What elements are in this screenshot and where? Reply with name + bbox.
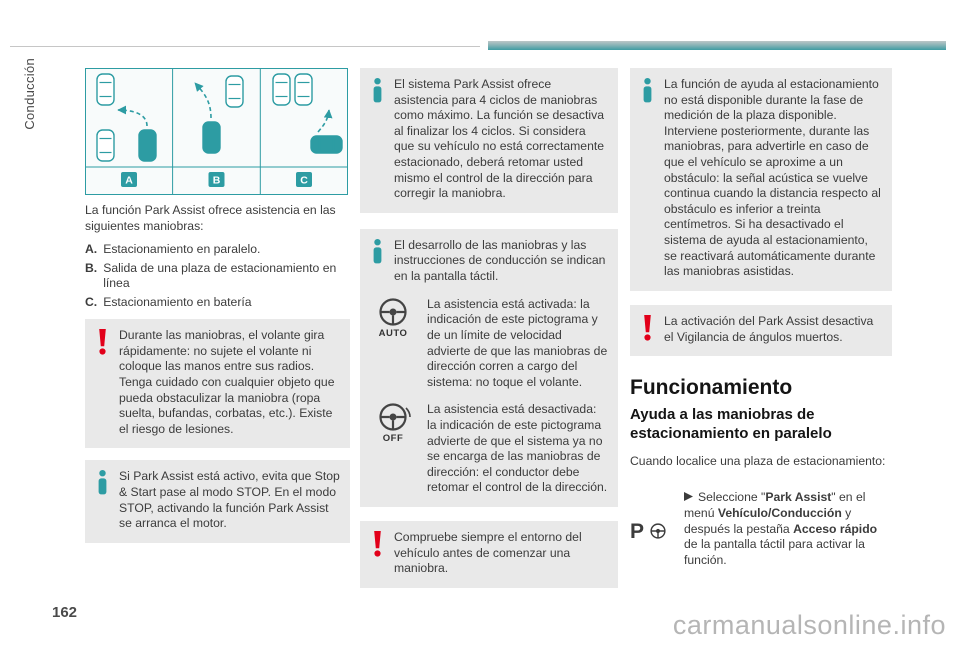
info-block-stop-start	[85, 460, 350, 542]
list-item	[85, 295, 350, 311]
warning-icon	[94, 328, 110, 355]
step-seg: " en el menú	[684, 489, 866, 520]
info-text: El sistema Park Assist ofrece asistencia para 4 ciclos de maniobras como máximo. La función se desactiva al finalizar los 4 ciclos. Si considera que su vehículo no está correctamente estacionado, deberá retomar usted mismo el control de la dirección para corregir la maniobra.	[394, 77, 605, 201]
park-assist-menu-icon	[630, 478, 676, 582]
assistance-off-text: La asistencia está desactivada: la indicación de este pictograma advierte de que el sistema ya no se encarga de las maniobras de dirección: el conductor debe retomar el control de la dirección.	[427, 402, 608, 495]
info-block-cycles	[360, 68, 618, 213]
parking-maneuvers-svg	[85, 68, 348, 195]
assistance-active-row	[369, 297, 608, 391]
header-rule	[10, 46, 480, 47]
info-display-row	[369, 238, 608, 285]
list-item-text: Estacionamiento en paralelo.	[103, 241, 261, 256]
parked-car-icon	[226, 76, 243, 107]
figure-label-c	[296, 172, 312, 187]
parked-car-icon	[273, 74, 290, 105]
subject-car-icon	[311, 136, 342, 153]
subject-car-icon	[203, 122, 220, 153]
right-column	[630, 68, 892, 581]
list-item-text: Estacionamiento en batería	[103, 295, 252, 310]
warning-text: La activación del Park Assist desactiva el Vigilancia de ángulos muertos.	[664, 313, 874, 344]
step-seg: y después la pestaña	[684, 505, 852, 536]
warning-block-blind-spot	[630, 305, 892, 356]
maneuver-list	[85, 242, 350, 311]
svg-text:B: B	[212, 174, 221, 187]
steering-wheel-auto-icon	[369, 297, 417, 339]
watermark: carmanualsonline.info	[672, 610, 946, 640]
warning-text: Durante las maniobras, el volante gira rápidamente: no sujete el volante ni coloque las manos entre sus radios. Tenga cuidado con cualquier objeto que pueda obstaculizar la maniobra (ropa suelta, bufandas, corbatas, etc.). Existe el riesgo de lesiones.	[119, 328, 335, 436]
section-heading: Funcionamiento	[630, 376, 793, 400]
assistance-off-row	[369, 402, 608, 496]
info-text: El desarrollo de las maniobras y las instrucciones de conducción se indican en la pantalla táctil.	[394, 237, 606, 284]
step-seg: Seleccione "	[698, 489, 766, 504]
info-block-parking-aid	[630, 68, 892, 291]
info-icon	[369, 77, 385, 103]
list-item-key: A.	[85, 241, 98, 256]
steering-wheel-icon	[647, 522, 669, 540]
sub-heading: Ayuda a las maniobras de estacionamiento en paralelo	[630, 406, 832, 442]
step-seg: de la pantalla táctil para activar la función.	[684, 537, 865, 568]
figure-label-a	[121, 172, 137, 187]
steering-wheel-off-icon	[369, 402, 417, 444]
assistance-active-text: La asistencia está activada: la indicación de este pictograma y de un límite de velocidad advierte de que las maniobras de dirección corren a cargo del sistema: no toque el volante.	[427, 296, 608, 389]
parked-car-icon	[97, 130, 114, 161]
auto-label: AUTO	[378, 327, 408, 339]
step-text	[684, 490, 892, 569]
info-block-display	[360, 229, 618, 507]
info-icon	[369, 238, 385, 264]
list-item	[85, 242, 350, 258]
parked-car-icon	[295, 74, 312, 105]
svg-text:A: A	[125, 174, 133, 187]
info-icon	[94, 469, 110, 495]
warning-icon	[369, 530, 385, 557]
park-assist-intro: La función Park Assist ofrece asistencia en las siguientes maniobras:	[85, 203, 336, 233]
step-bold: Acceso rápido	[793, 521, 878, 536]
header-accent-bar	[488, 41, 946, 50]
parked-car-icon	[97, 74, 114, 105]
info-text: La función de ayuda al estacionamiento no está disponible durante la fase de medición de la plaza disponible. Interviene posteriormente, durante las maniobras, para advertirle en caso de que el vehículo se aproxime a un obstáculo: la señal acústica se vuelve continua cuando la distancia respecto al obstáculo es inferior a treinta centímetros. Si ha desactivado el sistema de ayuda al estacionamiento, se reactivará automáticamente durante las maniobras asistidas.	[664, 77, 881, 279]
list-item-key: C.	[85, 295, 98, 310]
page-number: 162	[52, 604, 78, 621]
activation-step	[630, 478, 892, 582]
list-item-key: B.	[85, 260, 98, 275]
warning-block-surroundings	[360, 521, 618, 588]
list-item-text: Salida de una plaza de estacionamiento en línea	[103, 260, 337, 291]
lead-text: Cuando localice una plaza de estacionamiento:	[630, 453, 886, 468]
step-bold: Vehículo/Conducción	[717, 505, 842, 520]
warning-icon	[639, 314, 655, 341]
p-letter: P	[630, 519, 645, 543]
off-label: OFF	[382, 433, 404, 445]
warning-block-steering	[85, 319, 350, 448]
middle-column	[360, 68, 618, 588]
figure-label-b	[209, 172, 225, 187]
info-icon	[639, 77, 655, 103]
step-bold: Park Assist	[765, 489, 832, 504]
parking-maneuvers-figure	[85, 68, 350, 195]
subject-car-icon	[139, 130, 156, 161]
list-item	[85, 261, 350, 293]
action-arrow-icon	[684, 490, 693, 506]
info-text: Si Park Assist está activo, evita que Stop & Start pase al modo STOP. En el modo STOP, activando la función Park Assist se arranca el motor.	[119, 469, 340, 531]
chapter-label: Conducción	[22, 58, 37, 130]
svg-text:C: C	[300, 174, 308, 187]
left-column	[85, 68, 350, 543]
warning-text: Compruebe siempre el entorno del vehículo antes de comenzar una maniobra.	[394, 530, 582, 576]
